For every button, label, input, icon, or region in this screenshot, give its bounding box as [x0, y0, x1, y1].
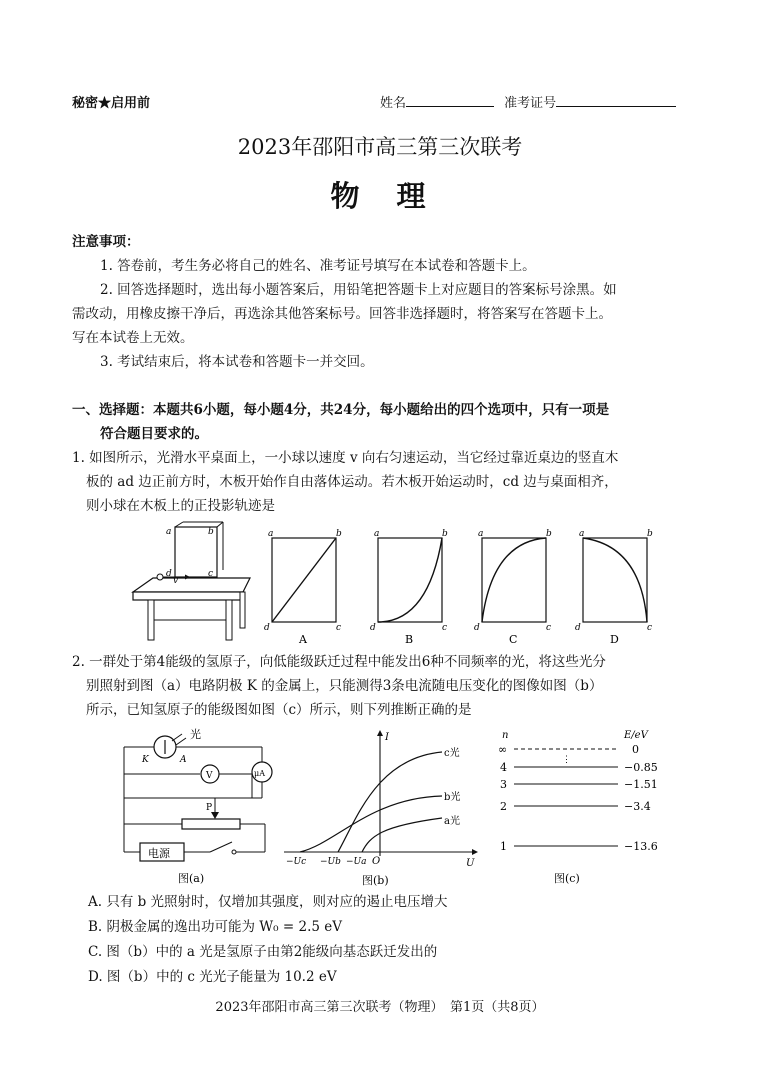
rheostat — [182, 819, 240, 829]
svg-text:a: a — [579, 529, 585, 539]
q1-table-figure — [128, 520, 253, 645]
confidential-label: 秘密★启用前 — [72, 96, 151, 111]
svg-text:c: c — [208, 569, 214, 579]
exam-id-field[interactable] — [556, 94, 676, 107]
q1-option-d-graph[interactable] — [573, 528, 658, 646]
option-label-c: C — [509, 633, 518, 646]
curve-c — [338, 752, 442, 852]
velocity-label: v — [173, 576, 179, 586]
q2-option-d[interactable]: D. 图（b）中的 c 光光子能量为 10.2 eV — [88, 969, 337, 985]
svg-text:c: c — [336, 623, 342, 633]
trajectory-curve — [482, 538, 546, 622]
svg-text:μA: μA — [254, 769, 265, 778]
option-label-a: A — [299, 633, 307, 646]
svg-text:c: c — [442, 623, 448, 633]
svg-text:b: b — [546, 529, 552, 539]
section-1-heading-cont: 符合题目要求的。 — [100, 426, 208, 442]
svg-text:d: d — [575, 623, 581, 633]
svg-text:a: a — [268, 529, 274, 539]
ub-tick: −Ub — [320, 857, 341, 867]
q2-option-a[interactable]: A. 只有 b 光照射时，仅增加其强度，则对应的遏止电压增大 — [88, 894, 448, 910]
q2-option-b[interactable]: B. 阴极金属的逸出功可能为 W₀ = 2.5 eV — [88, 919, 342, 935]
curve-b-label: b光 — [444, 792, 461, 803]
svg-text:−0.85: −0.85 — [624, 761, 658, 774]
trajectory-curve — [583, 538, 647, 622]
fig-c-caption: 图(c) — [554, 872, 580, 885]
section-1-heading: 一、选择题：本题共6小题，每小题4分，共24分，每小题给出的四个选项中，只有一项是 — [72, 402, 610, 418]
svg-text:b: b — [208, 527, 214, 537]
curve-a — [362, 818, 442, 852]
svg-text:b: b — [442, 529, 448, 539]
svg-text:a: a — [166, 527, 172, 537]
q1-text-1: 1. 如图所示，光滑水平桌面上，一小球以速度 v 向右匀速运动，当它经过靠近桌边的竖直木 — [72, 450, 619, 466]
q1-option-a-graph[interactable] — [262, 528, 347, 646]
q2-text-2: 别照射到图（a）电路阴极 K 的金属上，只能测得3条电流随电压变化的图像如图（b） — [86, 678, 603, 694]
q2-circuit-figure — [110, 724, 280, 886]
svg-text:4: 4 — [500, 761, 507, 774]
svg-text:−3.4: −3.4 — [624, 800, 651, 813]
notice-item-3: 3. 考试结束后，将本试卷和答题卡一并交回。 — [100, 354, 374, 370]
candidate-info — [380, 92, 676, 111]
q1-option-c-graph[interactable] — [472, 528, 557, 646]
svg-text:1: 1 — [500, 840, 507, 853]
curve-b — [300, 796, 442, 852]
svg-text:−13.6: −13.6 — [624, 840, 658, 853]
svg-text:c: c — [546, 623, 552, 633]
notice-item-2-end: 写在本试卷上无效。 — [72, 330, 194, 346]
notice-item-2-cont: 需改动，用橡皮擦干净后，再选涂其他答案标号。回答非选择题时，将答案写在答题卡上。 — [72, 306, 612, 322]
svg-text:d: d — [474, 623, 480, 633]
ua-tick: −Ua — [346, 857, 367, 867]
svg-text:a: a — [374, 529, 380, 539]
page-footer: 2023年邵阳市高三第三次联考（物理） 第1页（共8页） — [215, 1000, 545, 1015]
q2-energy-level-diagram — [492, 728, 672, 888]
q1-text-3: 则小球在木板上的正投影轨迹是 — [86, 498, 275, 514]
q1-option-b-graph[interactable] — [368, 528, 453, 646]
q2-iu-graph — [282, 728, 482, 888]
exam-id-label: 准考证号 — [504, 96, 557, 111]
q2-option-c[interactable]: C. 图（b）中的 a 光是氢原子由第2能级向基态跃迁发出的 — [88, 944, 438, 960]
name-label: 姓名 — [380, 96, 407, 111]
fig-b-caption: 图(b) — [362, 874, 389, 887]
svg-text:P: P — [206, 803, 213, 813]
svg-text:a: a — [478, 529, 484, 539]
option-label-d: D — [610, 633, 619, 646]
svg-text:d: d — [370, 623, 376, 633]
curve-a-label: a光 — [444, 816, 460, 827]
notice-item-2: 2. 回答选择题时，选出每小题答案后，用铅笔把答题卡上对应题目的答案标号涂黑。如 — [100, 282, 617, 298]
svg-text:U: U — [466, 858, 475, 869]
svg-text:K: K — [142, 755, 149, 765]
svg-text:b: b — [647, 529, 653, 539]
exam-title: 2023年邵阳市高三第三次联考 — [237, 135, 523, 159]
svg-text:⋮: ⋮ — [562, 755, 571, 765]
switch — [210, 842, 232, 852]
svg-text:d: d — [166, 569, 172, 579]
svg-text:O: O — [372, 856, 381, 867]
name-field[interactable] — [406, 94, 494, 107]
svg-text:0: 0 — [632, 743, 639, 756]
q2-text-3: 所示，已知氢原子的能级图如图（c）所示，则下列推断正确的是 — [86, 702, 472, 718]
svg-text:电源: 电源 — [148, 847, 170, 860]
ball — [157, 574, 163, 580]
subject-title: 物 理 — [330, 179, 430, 213]
notice-heading: 注意事项： — [72, 234, 140, 250]
svg-text:c: c — [647, 623, 653, 633]
trajectory-curve — [378, 538, 442, 622]
q2-text-1: 2. 一群处于第4能级的氢原子，向低能级跃迁过程中能发出6种不同频率的光，将这些光分 — [72, 654, 606, 670]
svg-text:n: n — [502, 730, 509, 741]
option-label-b: B — [405, 633, 414, 646]
uc-tick: −Uc — [286, 857, 307, 867]
trajectory-line — [272, 538, 336, 622]
svg-text:b: b — [336, 529, 342, 539]
svg-text:I: I — [385, 732, 389, 743]
svg-text:−1.51: −1.51 — [624, 778, 658, 791]
notice-item-1: 1. 答卷前，考生务必将自己的姓名、准考证号填写在本试卷和答题卡上。 — [100, 258, 536, 274]
q1-text-2: 板的 ad 边正前方时，木板开始作自由落体运动。若木板开始运动时，cd 边与桌面相齐， — [86, 474, 618, 490]
fig-a-caption: 图(a) — [178, 872, 205, 885]
svg-text:3: 3 — [500, 778, 507, 791]
svg-text:A: A — [180, 755, 187, 765]
table-top — [133, 578, 250, 592]
light-label: 光 — [190, 728, 201, 741]
svg-text:d: d — [264, 623, 270, 633]
svg-text:∞: ∞ — [498, 743, 508, 756]
curve-c-label: c光 — [444, 748, 460, 759]
svg-text:E/eV: E/eV — [624, 730, 648, 741]
svg-text:2: 2 — [500, 800, 507, 813]
svg-text:V: V — [206, 771, 213, 781]
